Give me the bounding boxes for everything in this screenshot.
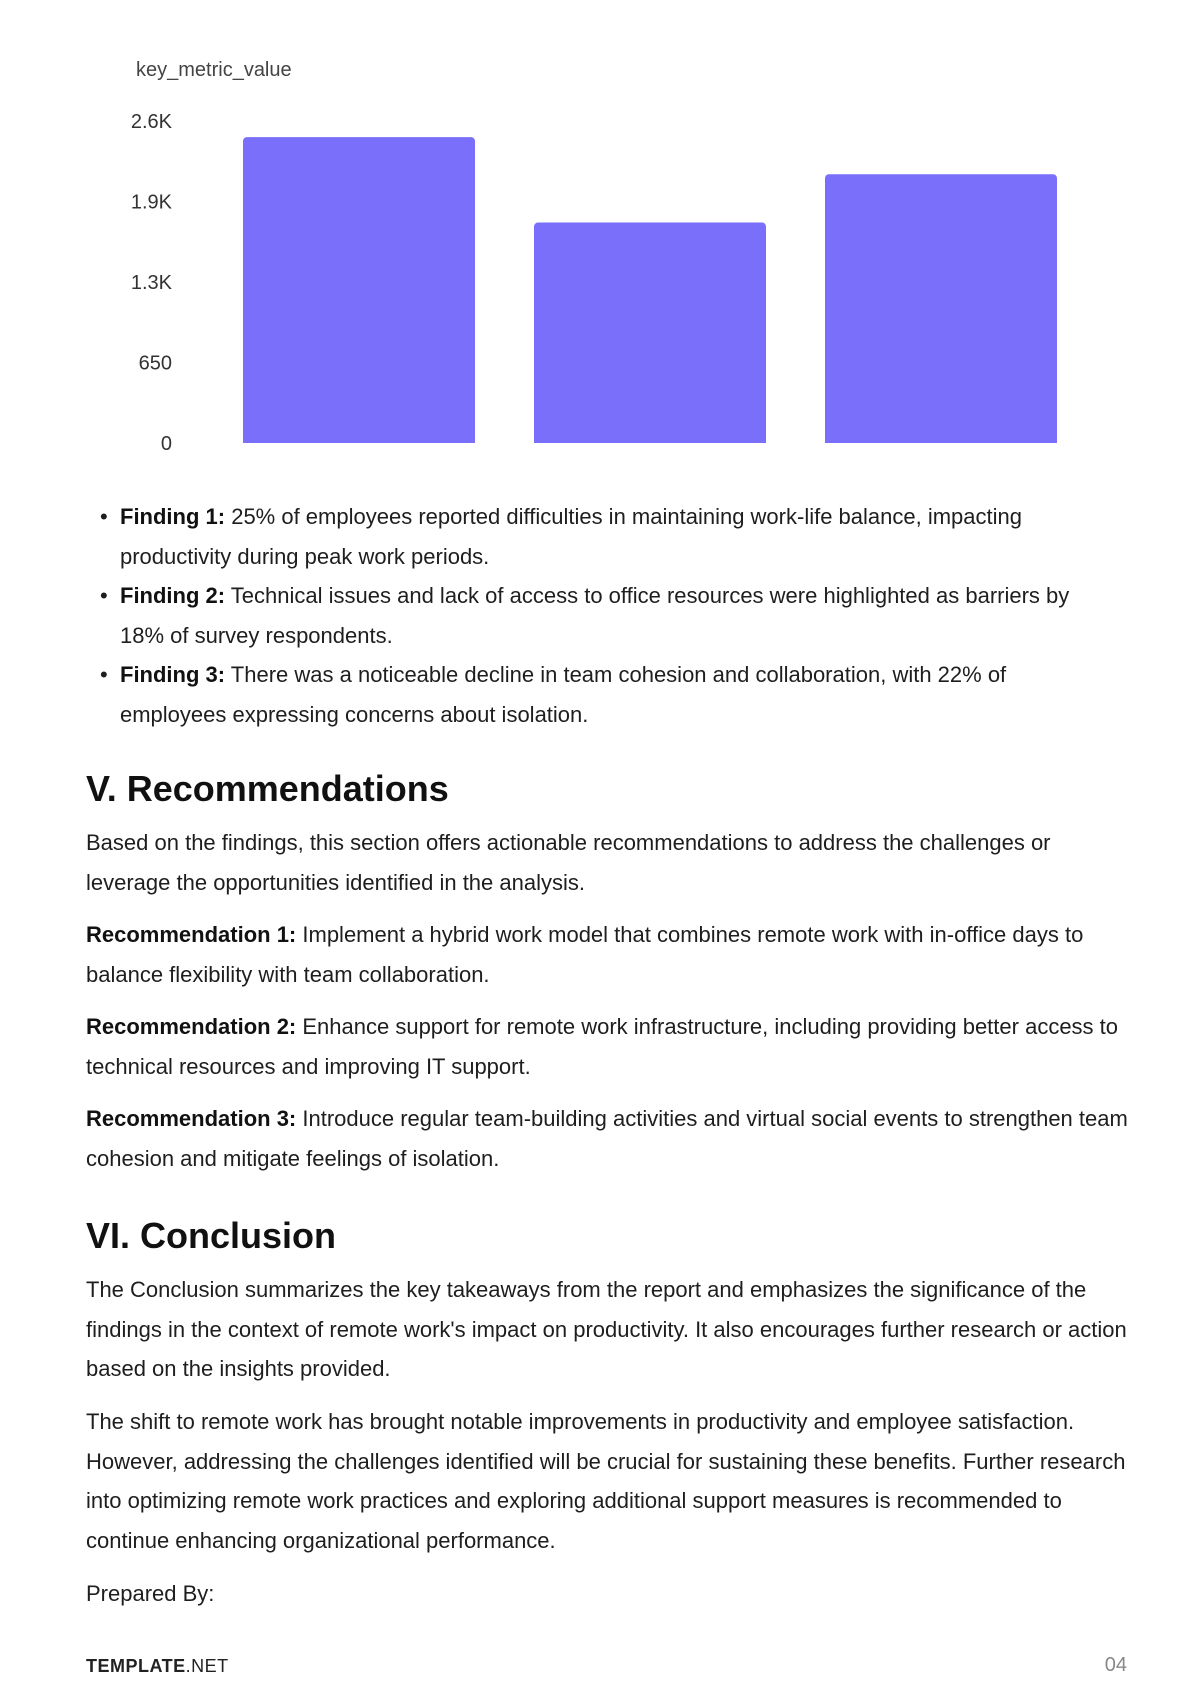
recommendation-3: Recommendation 3: Introduce regular team-building activities and virtual social events to strengthen team cohesion and mitigate feelings of isolation. [86,1106,1128,1171]
y-tick-label: 650 [138,352,172,375]
bar-1 [243,137,475,443]
y-tick-label: 2.6K [130,111,172,133]
finding-item: • Finding 3: There was a noticeable decline in team cohesion and collaboration, with 22% of employees expressing concerns about isolation. [96,655,1096,734]
finding-item: • Finding 2: Technical issues and lack of access to office resources were highlighted as barriers by 18% of survey respondents. [96,576,1096,655]
bar-3 [825,174,1057,443]
bar-chart [0,0,1200,470]
recommendations-heading: V. Recommendations [86,768,449,809]
findings-list [96,497,1096,734]
recommendation-2: Recommendation 2: Enhance support for remote work infrastructure, including providing better access to technical resources and improving IT support. [86,1014,1119,1079]
bar-2 [534,223,766,443]
recommendation-1: Recommendation 1: Implement a hybrid work model that combines remote work with in-office days to balance flexibility with team collaboration. [86,922,1084,987]
footer-brand-logo[interactable]: TEMPLATE.NET [86,1656,229,1676]
y-tick-label: 1.3K [130,272,172,294]
bar-2-base [534,437,766,443]
bar-3-base [825,437,1057,443]
bar-1-base [243,437,475,443]
conclusion-paragraph-1: The Conclusion summarizes the key takeaways from the report and emphasizes the significance of the findings in the context of remote work's impact on productivity. It also encourages further research or action based on the insights provided. [86,1277,1127,1381]
bars [243,137,1057,443]
finding-item: • Finding 1: 25% of employees reported difficulties in maintaining work-life balance, impacting productivity during peak work periods. [96,497,1096,576]
conclusion-heading: VI. Conclusion [86,1215,337,1256]
y-tick-label: 0 [160,433,172,455]
chart-clipped-label: key_metric_value [136,59,292,81]
y-tick-label: 1.9K [130,191,172,214]
y-axis-ticks [131,111,173,455]
conclusion-paragraph-2: The shift to remote work has brought notable improvements in productivity and employee satisfaction. However, addressing the challenges identified will be crucial for sustaining these benefits. Further research into optimizing remote work practices and exploring additional support measures is recommended to continue enhancing organizational performance. [86,1409,1126,1553]
recommendations-intro: Based on the findings, this section offers actionable recommendations to address the challenges or leverage the opportunities identified in the analysis. [86,830,1051,895]
prepared-by: Prepared By: [86,1581,215,1606]
page-number: 04 [1104,1654,1127,1676]
